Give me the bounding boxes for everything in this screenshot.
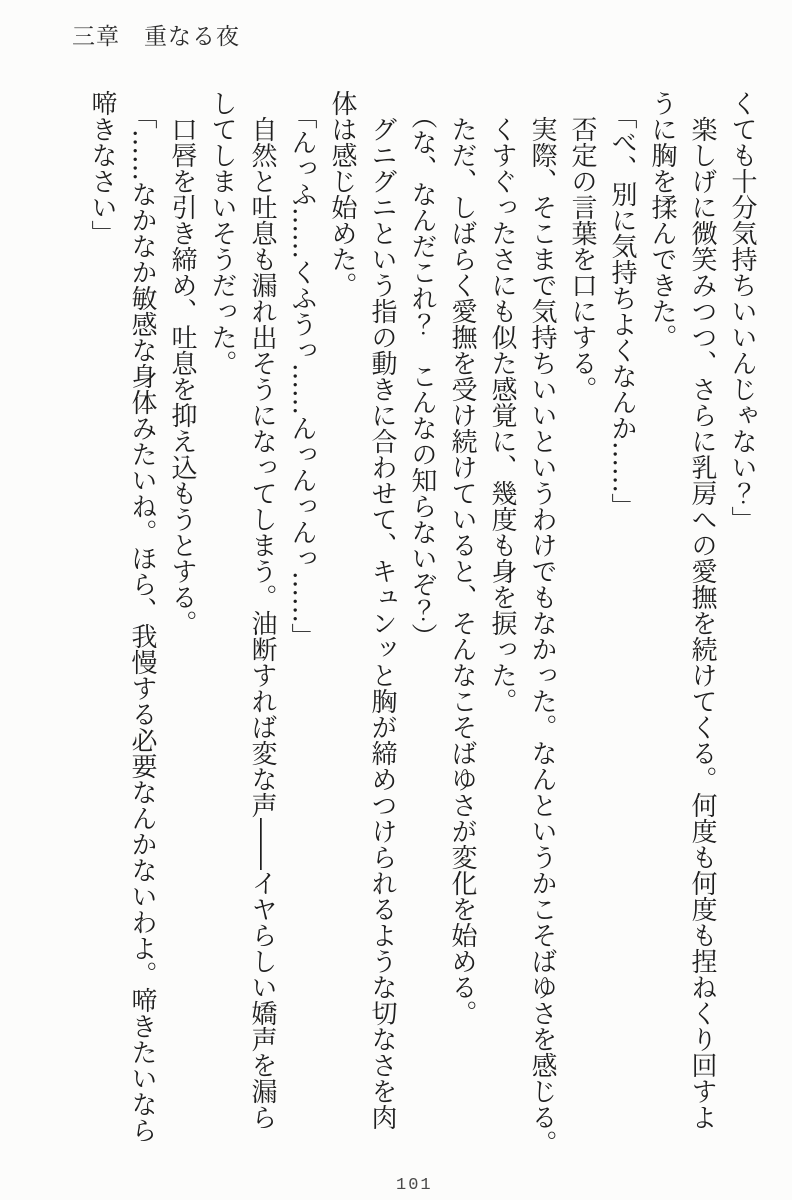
chapter-title: 三章 重なる夜	[72, 24, 240, 50]
text-line: うに胸を揉んできた。	[647, 90, 677, 350]
page-number: 101	[396, 1176, 433, 1195]
text-line: 「……なかなか敏感な身体みたいね。ほら、我慢する必要なんかないわよ。啼きたいなら	[127, 103, 157, 1143]
main-text-block	[82, 90, 762, 1156]
text-line: （な、なんだこれ？ こんなの知らないぞ？）	[407, 103, 437, 649]
text-line: 啼きなさい」	[87, 90, 117, 246]
text-line: ただ、しばらく愛撫を受け続けていると、そんなこそばゆさが変化を始める。	[447, 116, 477, 1026]
text-line: してしまいそうだった。	[207, 90, 237, 376]
text-line: 否定の言葉を口にする。	[567, 116, 597, 402]
text-line: グニグニという指の動きに合わせて、キュンッと胸が締めつけられるような切なさを肉	[367, 116, 397, 1130]
text-line: 口唇を引き締め、吐息を抑え込もうとする。	[167, 116, 197, 636]
text-line: 実際、そこまで気持ちいいというわけでもなかった。なんというかこそばゆさを感じる。	[527, 116, 557, 1156]
text-line: 「んっふ……くふうっ……んっんっんっ……」	[287, 103, 317, 649]
text-line: 自然と吐息も漏れ出そうになってしまう。油断すれば変な声――イヤらしい嬌声を漏ら	[247, 116, 277, 1130]
text-line: 楽しげに微笑みつつ、さらに乳房への愛撫を続けてくる。何度も何度も捏ねくり回すよ	[687, 116, 717, 1130]
text-line: 「べ、別に気持ちよくなんか……」	[607, 103, 637, 519]
text-line: 体は感じ始めた。	[327, 90, 357, 298]
text-line: くても十分気持ちいいんじゃない？」	[727, 90, 757, 532]
text-line: くすぐったさにも似た感覚に、幾度も身を捩った。	[487, 116, 517, 714]
chapter-header	[72, 18, 240, 51]
